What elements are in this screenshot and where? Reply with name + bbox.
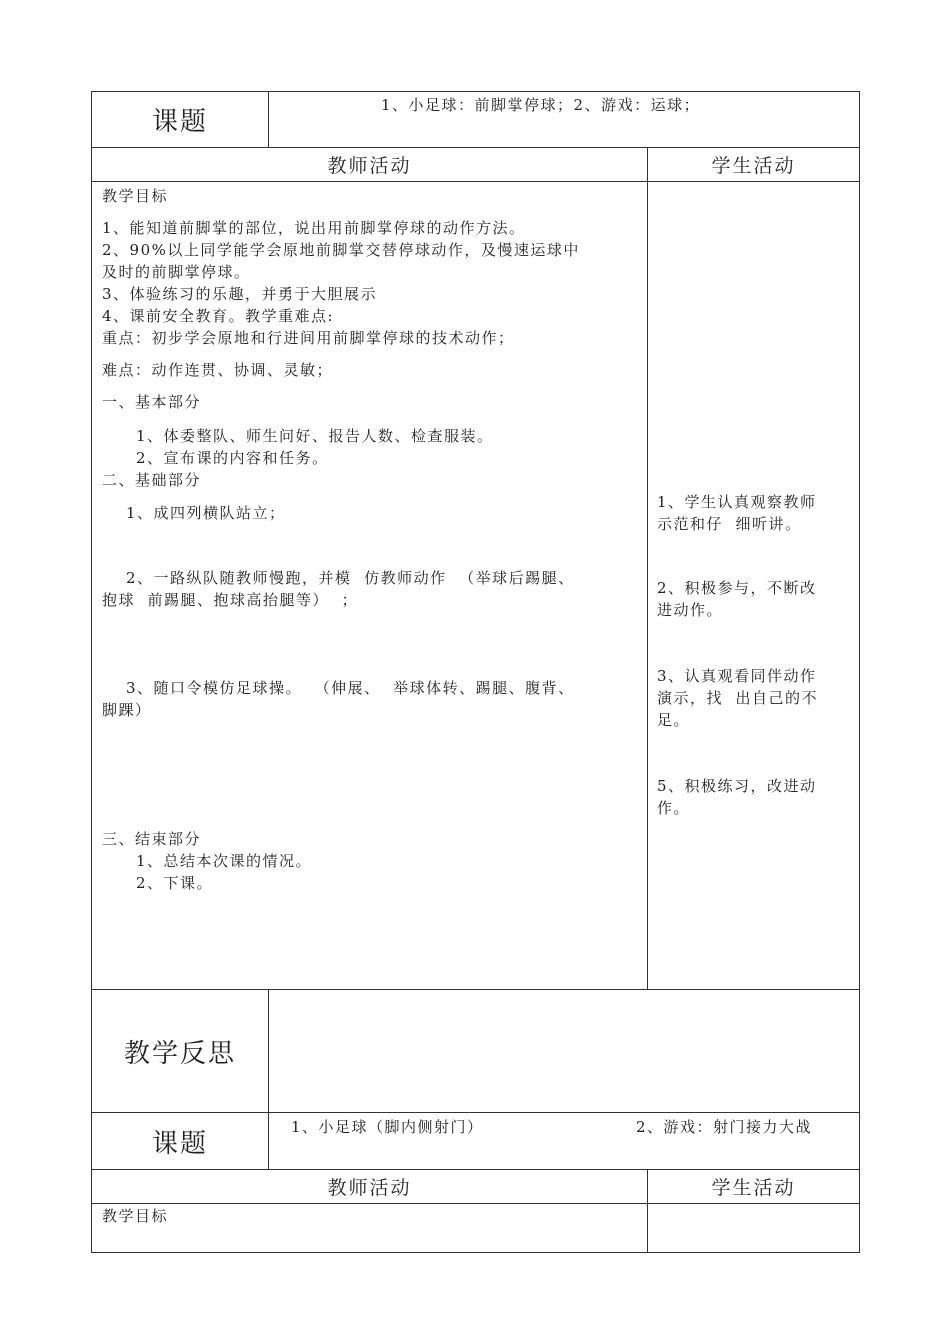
teacher-activity-header-2: 教师活动 [327,1177,412,1199]
teacher-line: 三、结束部分 [102,830,202,848]
topic-text-cell [268,91,860,148]
student-line: 示范和仔 细听讲。 [657,515,802,533]
teacher-line: 4、课前安全教育。教学重难点: [102,307,335,325]
teacher-line: 1、体委整队、师生问好、报告人数、检查服装。 [136,427,494,445]
student-line: 足。 [657,711,691,729]
reflection-content-cell [268,989,860,1113]
reflection-label: 教学反思 [123,1038,236,1069]
teacher-line: 2、下课。 [136,874,214,892]
teacher-line: 2、90%以上同学能学会原地前脚掌交替停球动作，及慢速运球中 [102,241,580,259]
teacher-line: 难点：动作连贯、协调、灵敏； [102,361,334,379]
topic2-text-cell [268,1112,860,1170]
teacher-header2-cell [91,1169,648,1204]
student-line: 演示，找 出自己的不 [657,689,819,707]
teacher-line: 抱球 前踢腿、抱球高抬腿等） ； [102,591,359,609]
teacher-line: 1、成四列横队站立； [126,504,286,522]
teacher-line: 2、宣布课的内容和任务。 [136,449,329,467]
topic-label: 课题 [151,107,208,137]
teacher-header-cell [91,147,648,182]
teacher2-line: 教学目标 [102,1207,169,1225]
topic-label-cell [91,91,269,148]
teacher-activity-body [91,181,648,990]
student-activity-header-2: 学生活动 [711,1177,796,1199]
student-line: 1、学生认真观察教师 [657,493,817,511]
teacher-line: 二、基础部分 [102,471,202,489]
teacher-line: 一、基本部分 [102,393,202,411]
topic2-item1: 1、小足球（脚内侧射门） [291,1118,484,1136]
teacher-line: 1、能知道前脚掌的部位，说出用前脚掌停球的动作方法。 [102,219,526,237]
student-line: 进动作。 [657,601,724,619]
teacher-line: 3、随口令模仿足球操。 （伸展、 举球体转、踢腿、腹背、 [126,679,575,697]
topic2-item2: 2、游戏：射门接力大战 [636,1118,813,1136]
student-line: 作。 [657,799,691,817]
teacher-line: 2、一路纵队随教师慢跑，并模 仿教师动作 （举球后踢腿、 [126,569,575,587]
teacher-line: 脚踝） [102,701,152,719]
student-header-cell [647,147,860,182]
student-activity-body [647,181,860,990]
topic-text: 1、小足球：前脚掌停球；2、游戏：运球； [381,96,701,114]
teacher-line: 教学目标 [102,187,169,205]
teacher-line: 3、体验练习的乐趣，并勇于大胆展示 [102,285,378,303]
reflection-label-cell [91,989,269,1113]
teacher-line: 1、总结本次课的情况。 [136,852,313,870]
teacher-activity-body-2 [91,1203,648,1253]
teacher-activity-header: 教师活动 [327,155,412,177]
student-activity-header: 学生活动 [711,155,796,177]
student-line: 3、认真观看同伴动作 [657,667,817,685]
teacher-line: 重点：初步学会原地和行进间用前脚掌停球的技术动作； [102,329,515,347]
student-activity-body-2 [647,1203,860,1253]
student-line: 2、积极参与，不断改 [657,579,817,597]
student-line: 5、积极练习，改进动 [657,777,817,795]
topic2-label-cell [91,1112,269,1170]
topic2-label: 课题 [151,1128,208,1159]
teacher-line: 及时的前脚掌停球。 [102,263,251,281]
student-header2-cell [647,1169,860,1204]
